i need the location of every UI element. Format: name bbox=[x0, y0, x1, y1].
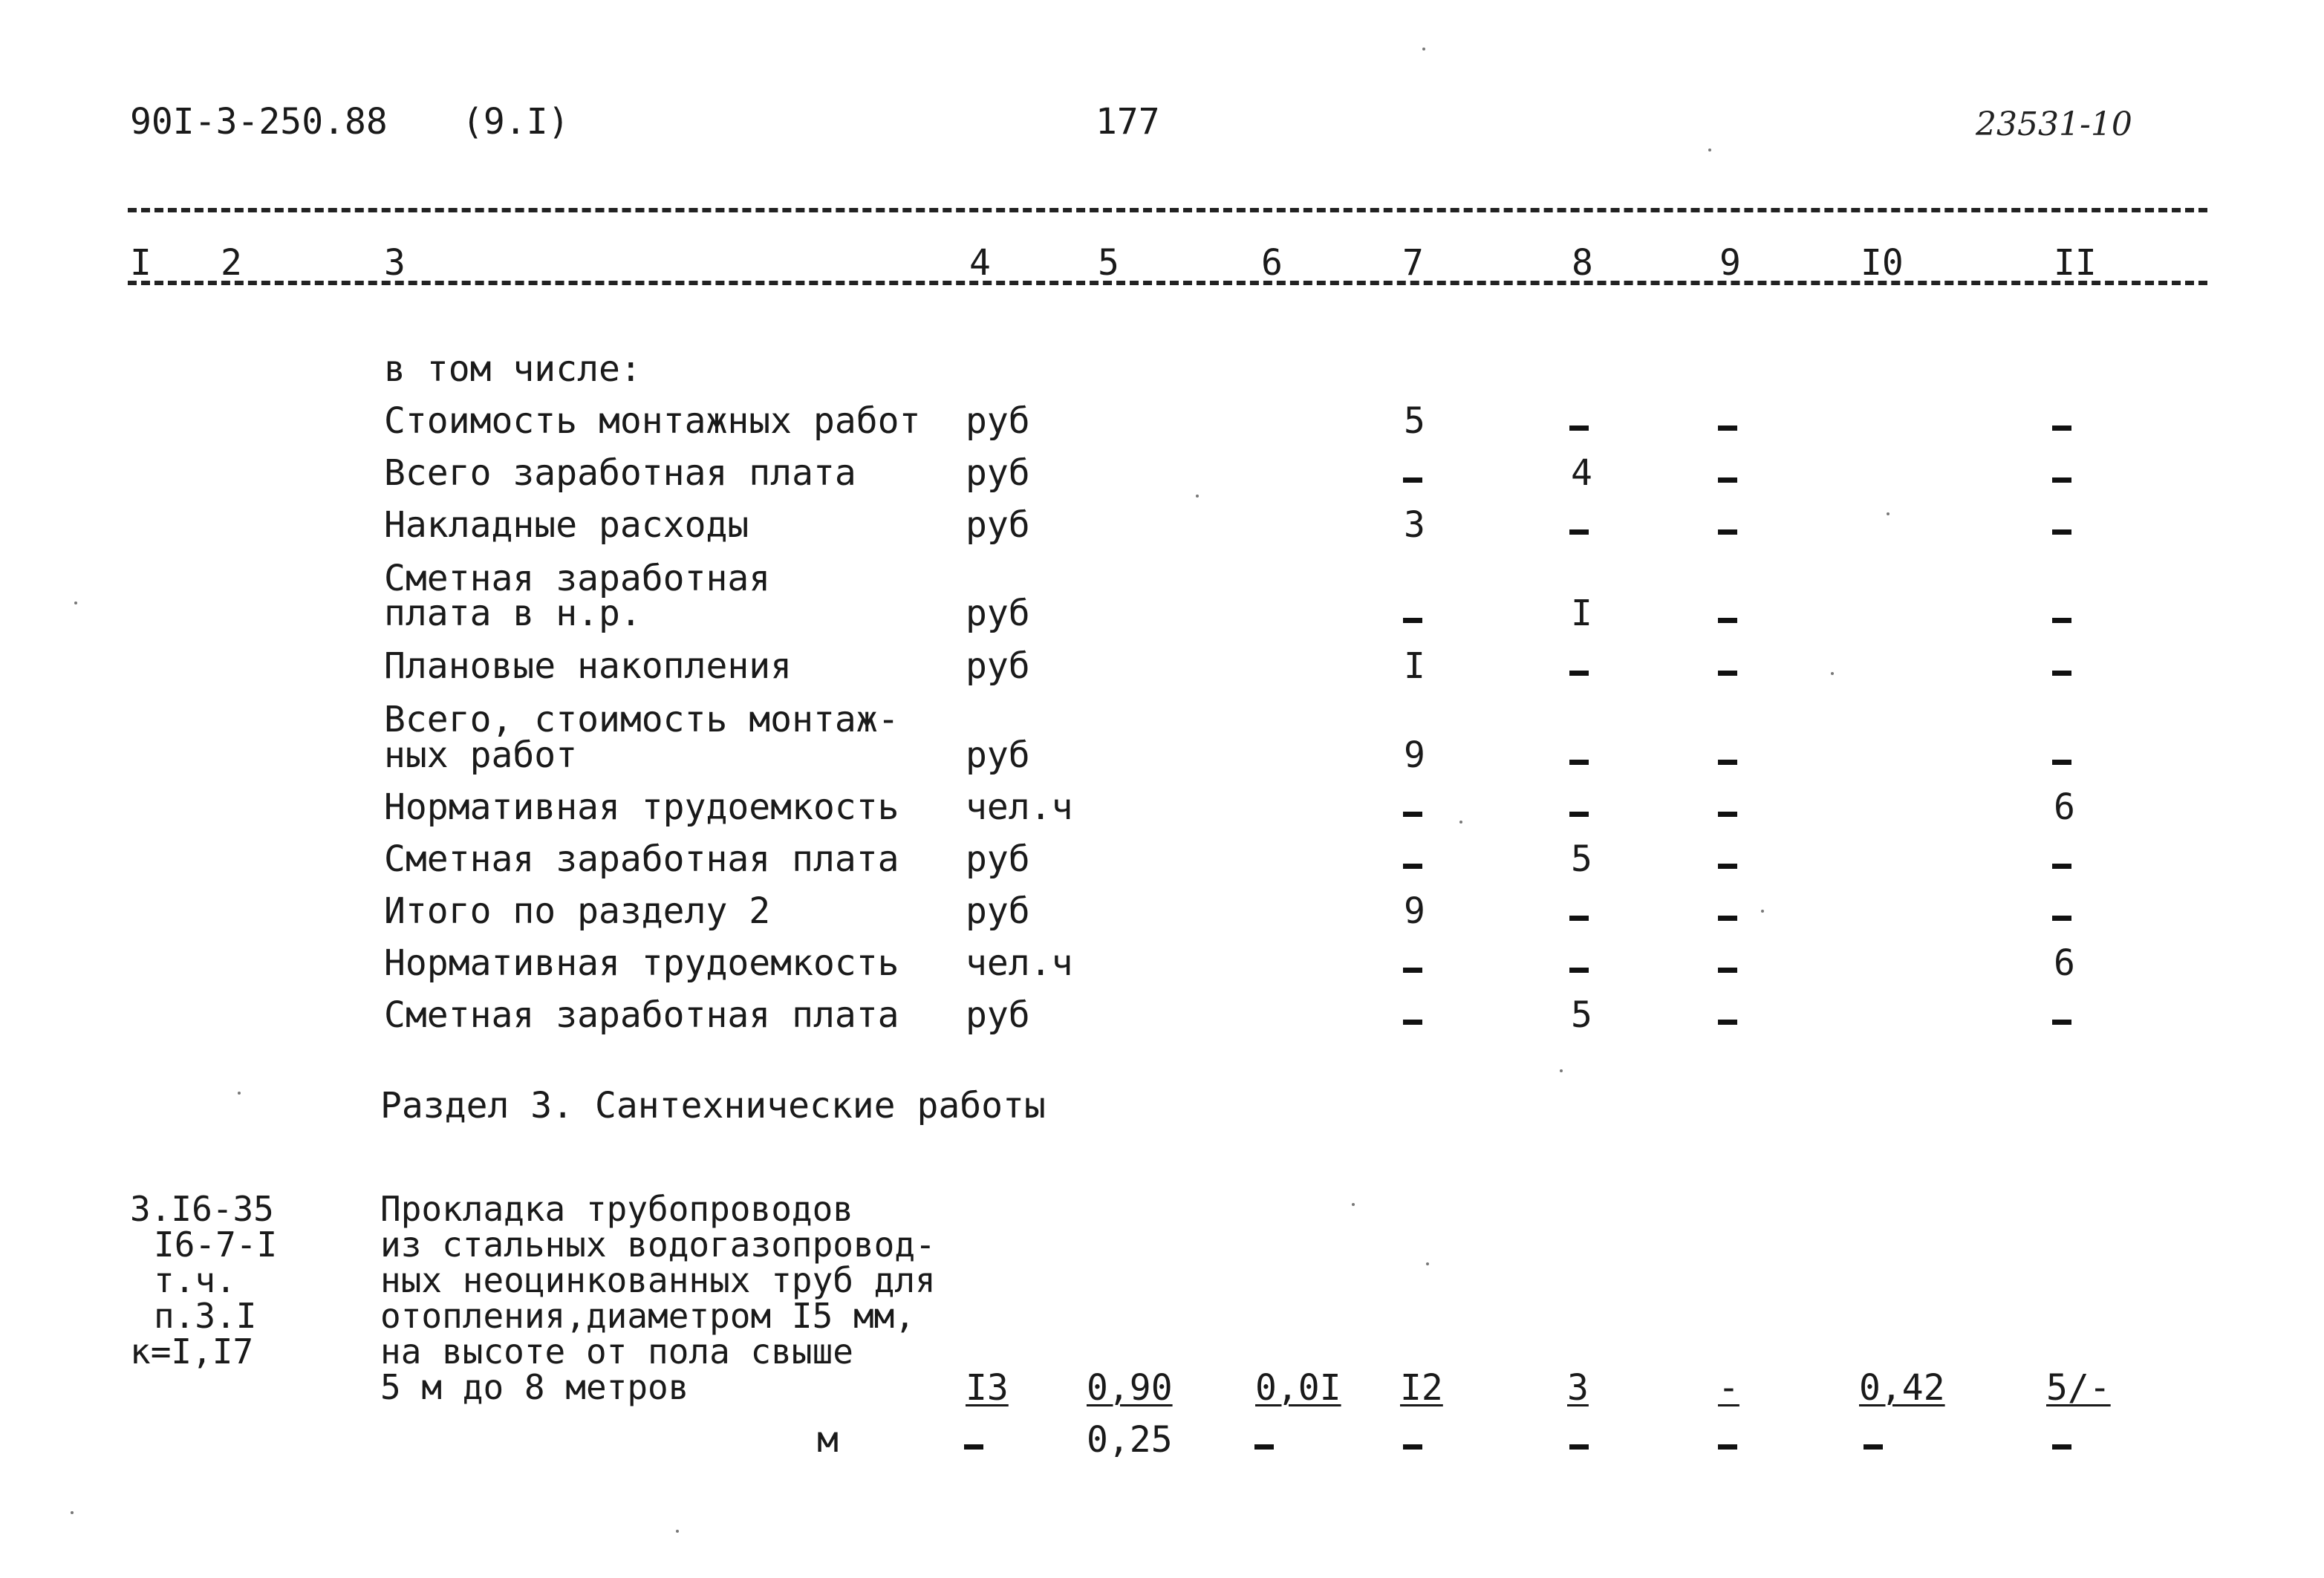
row-name: Нормативная трудоемкость bbox=[384, 786, 899, 828]
scan-speck bbox=[1459, 821, 1462, 824]
column-number: 4 bbox=[969, 242, 991, 284]
description-line: ных неоцинкованных труб для bbox=[380, 1260, 936, 1300]
value-col5: 0,90 bbox=[1087, 1367, 1173, 1409]
item-code: к=I,I7 bbox=[130, 1331, 254, 1372]
row-col7 bbox=[1403, 477, 1422, 483]
row-col9 bbox=[1718, 812, 1737, 817]
row-col11 bbox=[2052, 760, 2071, 765]
subheading: в том числе: bbox=[384, 348, 642, 390]
row-name: Плановые накопления bbox=[384, 645, 792, 687]
page-number: 177 bbox=[1096, 101, 1160, 143]
row-col9 bbox=[1718, 916, 1737, 921]
description-line: 5 м до 8 метров bbox=[380, 1367, 689, 1407]
row-col8: I bbox=[1571, 593, 1592, 634]
column-number: I0 bbox=[1861, 242, 1904, 284]
description-line: из стальных водогазопровод- bbox=[380, 1225, 936, 1265]
value-col4: I3 bbox=[966, 1367, 1009, 1409]
scan-speck bbox=[1831, 672, 1834, 675]
scan-speck bbox=[1196, 495, 1199, 498]
row-col7: 9 bbox=[1404, 734, 1425, 776]
row-col8: 5 bbox=[1571, 838, 1592, 880]
row-unit: руб bbox=[966, 645, 1030, 687]
item-unit: м bbox=[817, 1419, 839, 1461]
row-name: Всего заработная плата bbox=[384, 452, 856, 494]
value-col10: 0,42 bbox=[1859, 1367, 1945, 1409]
row-col7: I bbox=[1404, 645, 1425, 687]
row-col11: 6 bbox=[2054, 786, 2075, 828]
row-col11 bbox=[2052, 671, 2071, 676]
row-col9 bbox=[1718, 1020, 1737, 1025]
row-col11 bbox=[2052, 864, 2071, 869]
description-line: Прокладка трубопроводов bbox=[380, 1189, 853, 1229]
row-col8 bbox=[1569, 968, 1589, 973]
scan-speck bbox=[1761, 910, 1764, 913]
value-col11: 5/- bbox=[2046, 1367, 2111, 1409]
column-number: 3 bbox=[384, 242, 406, 284]
section-title: Раздел 3. Сантехнические работы bbox=[380, 1085, 1046, 1127]
handwritten-stamp-number: 23531-10 bbox=[1976, 105, 2132, 143]
header-separator bbox=[128, 208, 2207, 212]
row-col8 bbox=[1569, 916, 1589, 921]
row-col8 bbox=[1569, 426, 1589, 431]
row-col7 bbox=[1403, 864, 1422, 869]
row-col11 bbox=[2052, 426, 2071, 431]
column-number-underline bbox=[128, 281, 2207, 285]
sub-value-col11 bbox=[2052, 1444, 2071, 1450]
row-col8 bbox=[1569, 529, 1589, 535]
scan-speck bbox=[1426, 1262, 1429, 1265]
scan-speck bbox=[1708, 149, 1711, 151]
row-name: Накладные расходы bbox=[384, 504, 749, 546]
description-line: на высоте от пола свыше bbox=[380, 1331, 853, 1372]
scan-speck bbox=[238, 1092, 241, 1095]
row-col9 bbox=[1718, 618, 1737, 623]
scan-speck bbox=[1560, 1069, 1563, 1072]
scan-speck bbox=[1352, 1203, 1355, 1206]
row-name-line1: Всего, стоимость монтаж- bbox=[384, 699, 899, 740]
row-name-line2: ных работ bbox=[384, 734, 578, 776]
row-col7 bbox=[1403, 1020, 1422, 1025]
column-number: 9 bbox=[1719, 242, 1741, 284]
sub-value-col5: 0,25 bbox=[1087, 1419, 1173, 1461]
value-col9: - bbox=[1718, 1367, 1739, 1409]
row-col9 bbox=[1718, 864, 1737, 869]
value-col7: I2 bbox=[1400, 1367, 1443, 1409]
document-code: 90I-3-250.88 bbox=[130, 101, 388, 143]
sub-value-col7 bbox=[1403, 1444, 1422, 1450]
row-col11: 6 bbox=[2054, 942, 2075, 984]
column-number: II bbox=[2054, 242, 2097, 284]
column-number: 7 bbox=[1402, 242, 1424, 284]
scan-speck bbox=[71, 1511, 74, 1514]
row-col11 bbox=[2052, 1020, 2071, 1025]
sub-value-col10 bbox=[1864, 1444, 1883, 1450]
scan-speck bbox=[74, 601, 77, 604]
item-code: п.3.I bbox=[154, 1296, 257, 1336]
row-col9 bbox=[1718, 529, 1737, 535]
row-col8 bbox=[1569, 760, 1589, 765]
column-number: 5 bbox=[1098, 242, 1119, 284]
sub-value-col6 bbox=[1254, 1444, 1274, 1450]
row-name: Сметная заработная плата bbox=[384, 838, 899, 880]
item-code: 3.I6-35 bbox=[130, 1189, 274, 1229]
row-unit: чел.ч bbox=[966, 786, 1073, 828]
row-name: Нормативная трудоемкость bbox=[384, 942, 899, 984]
row-unit: руб bbox=[966, 452, 1030, 494]
row-name-line2: плата в н.р. bbox=[384, 593, 642, 634]
row-col11 bbox=[2052, 618, 2071, 623]
column-number: 8 bbox=[1572, 242, 1593, 284]
scan-speck bbox=[1887, 512, 1890, 515]
item-code: т.ч. bbox=[154, 1260, 236, 1300]
row-col8: 5 bbox=[1571, 994, 1592, 1036]
row-unit: руб bbox=[966, 504, 1030, 546]
row-col9 bbox=[1718, 968, 1737, 973]
section-number: (9.I) bbox=[462, 101, 570, 143]
row-name: Стоимость монтажных работ bbox=[384, 400, 921, 442]
row-col7 bbox=[1403, 968, 1422, 973]
scan-speck bbox=[676, 1530, 679, 1533]
row-col9 bbox=[1718, 760, 1737, 765]
row-col11 bbox=[2052, 916, 2071, 921]
row-col11 bbox=[2052, 529, 2071, 535]
column-number: 6 bbox=[1261, 242, 1283, 284]
row-col9 bbox=[1718, 426, 1737, 431]
row-col11 bbox=[2052, 477, 2071, 483]
sub-value-col8 bbox=[1569, 1444, 1589, 1450]
column-number: I bbox=[130, 242, 152, 284]
row-col7 bbox=[1403, 618, 1422, 623]
row-col7 bbox=[1403, 812, 1422, 817]
scan-speck bbox=[1422, 48, 1425, 50]
column-number: 2 bbox=[221, 242, 242, 284]
value-col6: 0,0I bbox=[1255, 1367, 1341, 1409]
row-name: Итого по разделу 2 bbox=[384, 890, 771, 932]
row-unit: руб bbox=[966, 400, 1030, 442]
row-unit: руб bbox=[966, 994, 1030, 1036]
item-code: I6-7-I bbox=[154, 1225, 278, 1265]
row-unit: руб bbox=[966, 734, 1030, 776]
sub-value-col4 bbox=[964, 1444, 983, 1450]
row-col8: 4 bbox=[1571, 452, 1592, 494]
sub-value-col9 bbox=[1718, 1444, 1737, 1450]
row-col9 bbox=[1718, 477, 1737, 483]
row-col7: 3 bbox=[1404, 504, 1425, 546]
row-col8 bbox=[1569, 671, 1589, 676]
row-col9 bbox=[1718, 671, 1737, 676]
row-name-line1: Сметная заработная bbox=[384, 558, 771, 599]
row-name: Сметная заработная плата bbox=[384, 994, 899, 1036]
value-col8: 3 bbox=[1567, 1367, 1589, 1409]
row-col7: 5 bbox=[1404, 400, 1425, 442]
row-unit: руб bbox=[966, 890, 1030, 932]
row-col7: 9 bbox=[1404, 890, 1425, 932]
row-unit: чел.ч bbox=[966, 942, 1073, 984]
row-col8 bbox=[1569, 812, 1589, 817]
row-unit: руб bbox=[966, 838, 1030, 880]
description-line: отопления,диаметром I5 мм, bbox=[380, 1296, 916, 1336]
row-unit: руб bbox=[966, 593, 1030, 634]
